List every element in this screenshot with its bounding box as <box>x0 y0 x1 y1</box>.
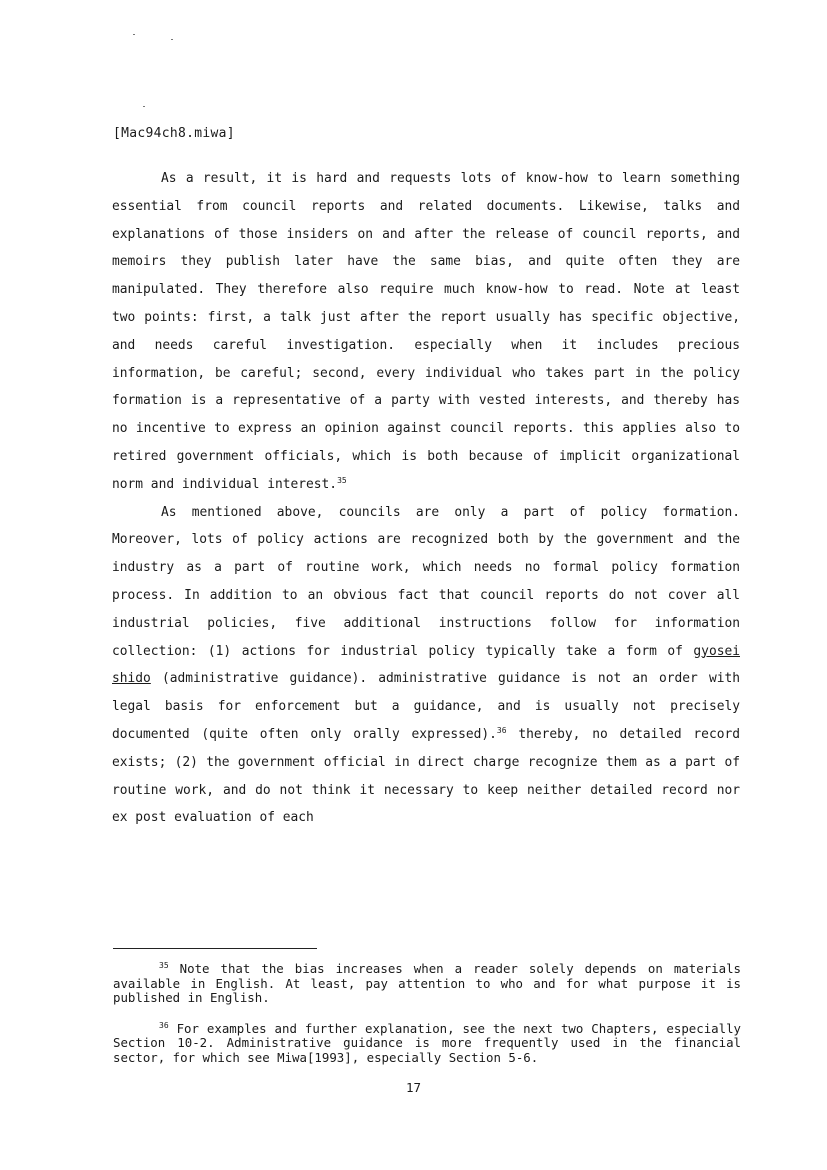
footnote-text: Note that the bias increases when a reader solely depends on materials available in English. At least, pay attention to who and for what purpose it is published in English. <box>113 961 741 1006</box>
paragraph-2 <box>112 499 740 833</box>
body-text <box>112 165 740 832</box>
paragraph-1 <box>112 165 740 499</box>
footnote-number: 35 <box>159 961 169 970</box>
footnote-36 <box>113 1022 741 1066</box>
paragraph-1-text: As a result, it is hard and requests lots of know-how to learn something essential from council reports and related documents. Likewise, talks and explanations of those insiders on and after the release of council reports, and memoirs they publish later have the same bias, and quite often they are manipulated. They therefore also require much know-how to read. Note at least two points: first, a talk just after the report usually has specific objective, and needs careful investigation. especially when it includes precious information, be careful; second, every individual who takes part in the policy formation is a representative of a party with vested interests, and thereby has no incentive to express an opinion against council reports. this applies also to retired government officials, which is both because of implicit organizational norm and individual interest. <box>112 171 740 492</box>
scan-speck <box>171 39 173 40</box>
footnote-number: 36 <box>159 1020 169 1030</box>
footnote-text: For examples and further explanation, see the next two Chapters, especially Section 10-2. Administrative guidance is more frequently used in the financial sector, for which see Miwa[1993], especially Section 5-6. <box>113 1020 741 1065</box>
scan-speck <box>143 106 145 107</box>
page-number: 17 <box>405 1080 422 1095</box>
footnote-ref-35[interactable]: 35 <box>337 475 347 485</box>
footnote-separator <box>113 948 317 949</box>
footnotes <box>113 962 741 1082</box>
paragraph-2-text-a: As mentioned above, councils are only a part of policy formation. Moreover, lots of policy actions are recognized both by the government and the industry as a part of routine work, which needs no formal policy formation process. In addition to an obvious fact that council reports do not cover all industrial policies, five additional instructions follow for information collection: (1) actions for industrial policy typically take a form of <box>112 504 740 659</box>
paragraph-2-text-c: thereby, no detailed record exists; (2) the government official in direct charge recognize them as a part of routine work, and do not think it necessary to keep neither detailed record nor ex post evaluation of each <box>112 726 740 826</box>
term-gyosei-shido: gyosei shido <box>112 643 740 687</box>
scan-speck <box>133 34 135 35</box>
file-identifier: [Mac94ch8.miwa] <box>113 126 235 141</box>
footnote-ref-36[interactable]: 36 <box>496 725 507 735</box>
footnote-35 <box>113 962 741 1006</box>
paragraph-2-text-b: (administrative guidance). administrative guidance is not an order with legal basis for enforcement but a guidance, and is usually not precisely documented (quite often only orally expressed). <box>112 671 740 742</box>
